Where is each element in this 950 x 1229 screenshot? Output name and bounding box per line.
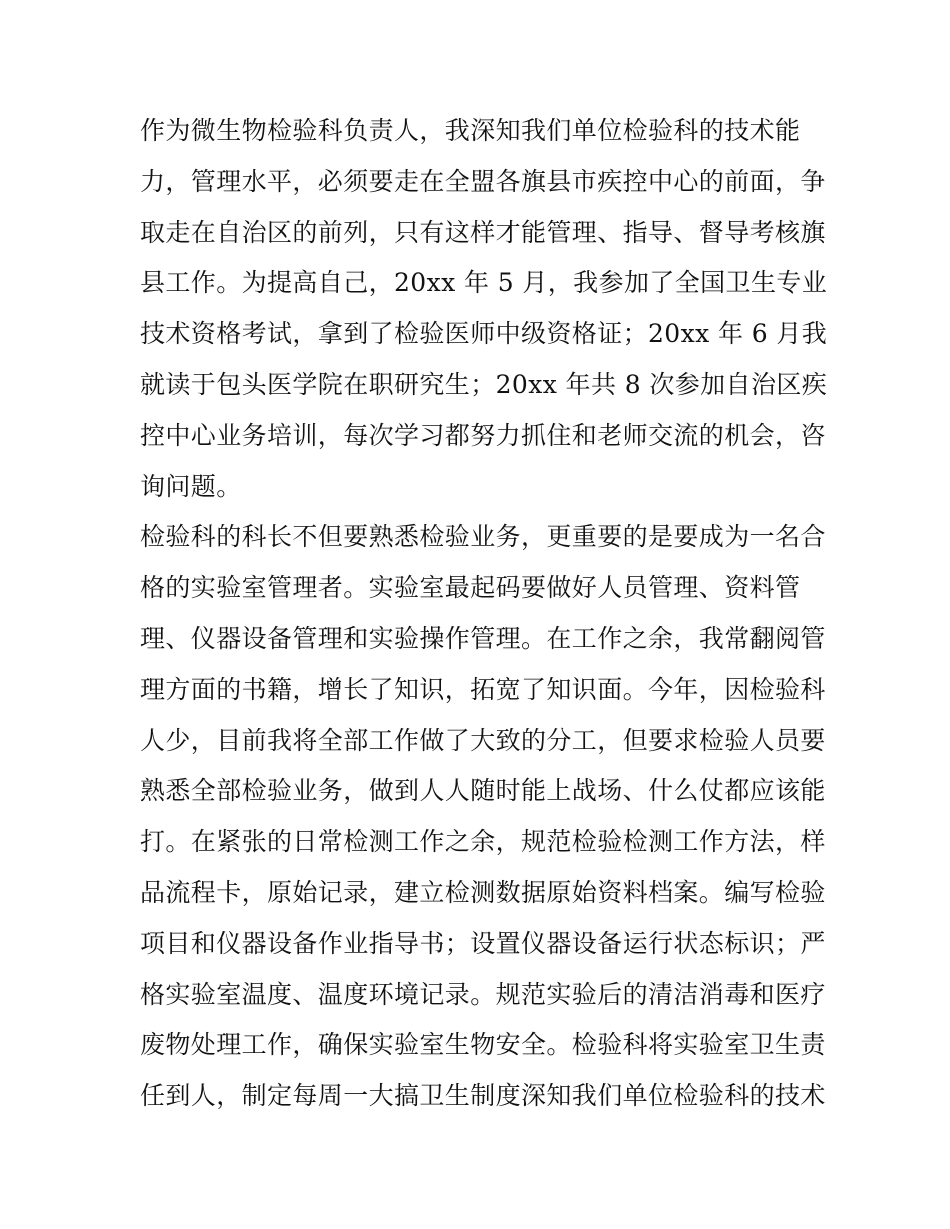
text-line: 作为微生物检验科负责人，我深知我们单位检验科的技术能: [140, 116, 801, 145]
text-line: 熟悉全部检验业务，做到人人随时能上战场、什么仗都应该能: [140, 776, 826, 806]
text-line: 人少，目前我将全部工作做了大致的分工，但要求检验人员要: [140, 725, 826, 755]
text-line: 控中心业务培训，每次学习都努力抓住和老师交流的机会，咨: [140, 420, 826, 450]
text-line: 力，管理水平，必须要走在全盟各旗县市疾控中心的前面，争: [140, 166, 826, 196]
text-line: 技术资格考试，拿到了检验医师中级资格证；20xx 年 6 月我: [140, 319, 828, 349]
text-line: 检验科的科长不但要熟悉检验业务，更重要的是要成为一名合: [140, 522, 826, 552]
text-line: 格的实验室管理者。实验室最起码要做好人员管理、资料管: [140, 573, 801, 603]
text-line: 理、仪器设备管理和实验操作管理。在工作之余，我常翻阅管: [140, 623, 826, 653]
text-line: 格实验室温度、温度环境记录。规范实验后的清洁消毒和医疗: [140, 979, 826, 1009]
text-line: 询问题。: [140, 471, 242, 501]
text-line: 废物处理工作，确保实验室生物安全。检验科将实验室卫生责: [140, 1030, 826, 1060]
text-line: 品流程卡，原始记录，建立检测数据原始资料档案。编写检验: [140, 877, 826, 907]
text-line: 县工作。为提高自己，20xx 年 5 月，我参加了全国卫生专业: [140, 268, 828, 298]
text-line: 任到人，制定每周一大搞卫生制度深知我们单位检验科的技术: [140, 1081, 826, 1111]
text-line: 就读于包头医学院在职研究生；20xx 年共 8 次参加自治区疾: [140, 369, 828, 399]
text-line: 项目和仪器设备作业指导书；设置仪器设备运行状态标识；严: [140, 928, 826, 958]
text-line: 理方面的书籍，增长了知识，拓宽了知识面。今年，因检验科: [140, 674, 826, 704]
body-text: [140, 106, 828, 1122]
text-line: 打。在紧张的日常检测工作之余，规范检验检测工作方法，样: [140, 827, 826, 857]
text-line: 取走在自治区的前列，只有这样才能管理、指导、督导考核旗: [140, 217, 826, 247]
